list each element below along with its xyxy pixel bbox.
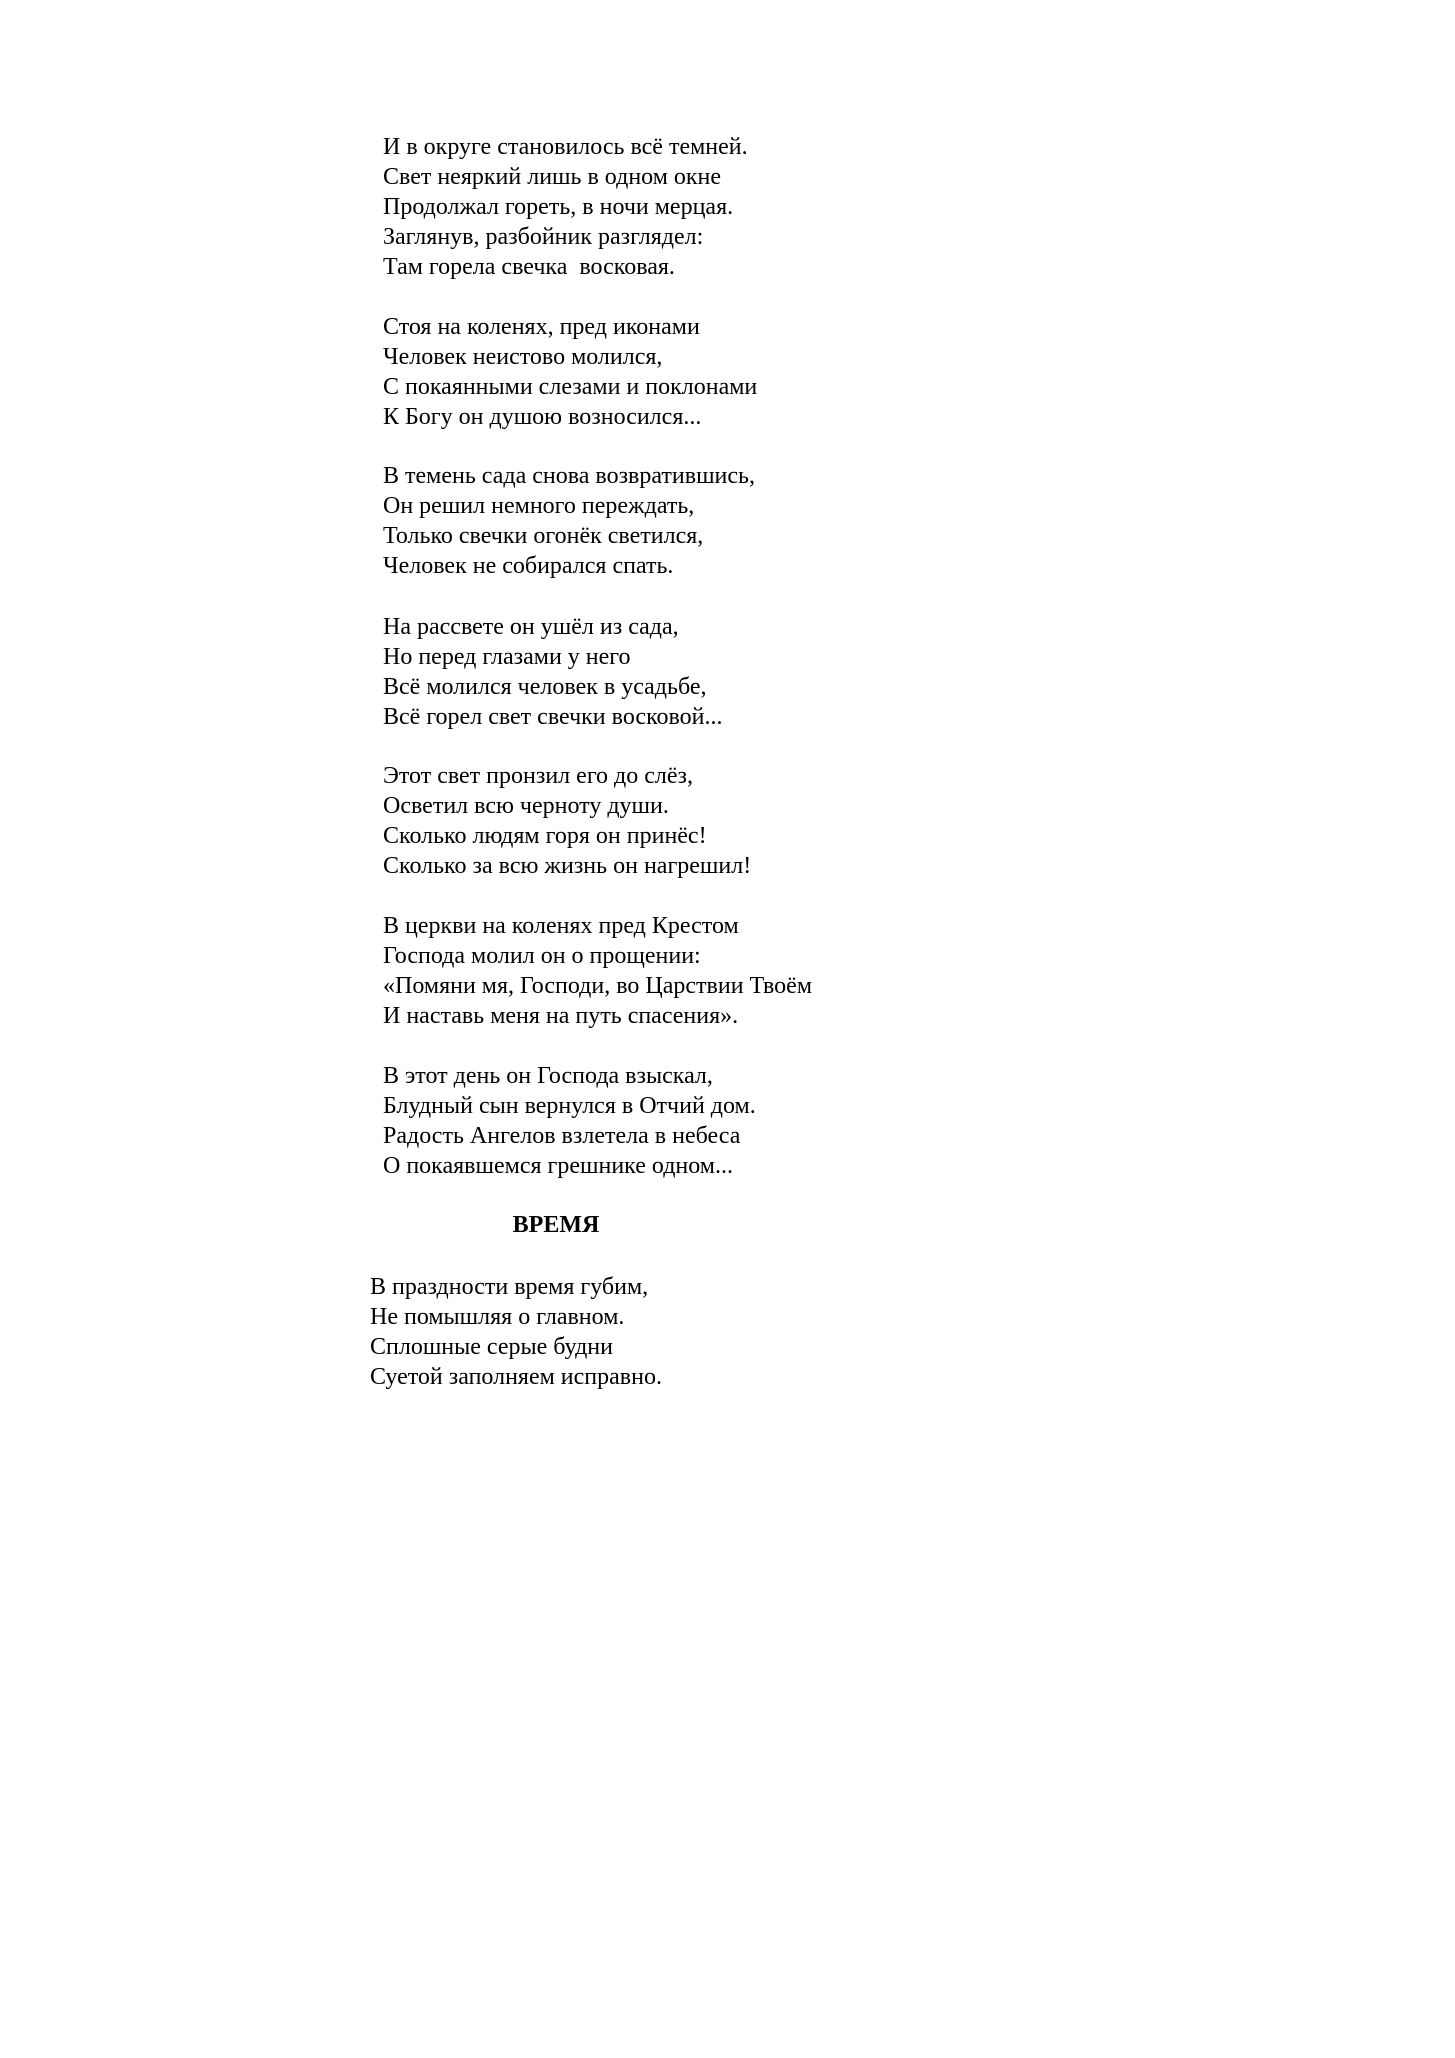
- poem-line: Свет неяркий лишь в одном окне: [383, 164, 722, 190]
- poem-line: Всё молился человек в усадьбе,: [383, 674, 707, 700]
- poem-line: И наставь меня на путь спасения».: [383, 1003, 739, 1029]
- poem-line: Всё горел свет свечки восковой...: [383, 704, 723, 730]
- stanza: [370, 1272, 662, 1392]
- poem-line: Этот свет пронзил его до слёз,: [383, 763, 694, 789]
- poem-line: С покаянными слезами и поклонами: [383, 374, 758, 400]
- stanza: [383, 612, 723, 732]
- poem-line: Человек неистово молился,: [383, 344, 663, 370]
- poem-line: Заглянув, разбойник разглядел:: [383, 224, 704, 250]
- poem-line: «Помяни мя, Господи, во Царствии Твоём: [383, 973, 813, 999]
- poem-line: Там горела свечка восковая.: [383, 254, 675, 280]
- poem-line: Сколько людям горя он принёс!: [383, 823, 707, 849]
- poem-line: Радость Ангелов взлетела в небеса: [383, 1123, 741, 1149]
- poem-line: Стоя на коленях, пред иконами: [383, 314, 700, 340]
- poem-line: На рассвете он ушёл из сада,: [383, 614, 679, 640]
- poem-line: Сколько за всю жизнь он нагрешил!: [383, 853, 752, 879]
- poem-line: В темень сада снова возвратившись,: [383, 463, 755, 489]
- stanza: [383, 911, 812, 1031]
- poem-line: Блудный сын вернулся в Отчий дом.: [383, 1093, 756, 1119]
- poem-title: ВРЕМЯ: [512, 1212, 600, 1238]
- poem-line: Сплошные серые будни: [370, 1334, 613, 1360]
- stanza: [383, 132, 748, 282]
- stanza: [383, 461, 755, 581]
- poem-line: К Богу он душою возносился...: [383, 404, 702, 430]
- poem-line: Суетой заполняем исправно.: [370, 1364, 662, 1390]
- poem-line: В церкви на коленях пред Крестом: [383, 913, 739, 939]
- poem-line: Господа молил он о прощении:: [383, 943, 701, 969]
- stanza: [383, 312, 757, 432]
- poem-line: Человек не собирался спать.: [383, 553, 674, 579]
- poem-line: Не помышляя о главном.: [370, 1304, 625, 1330]
- poem-line: О покаявшемся грешнике одном...: [383, 1153, 733, 1179]
- stanza: [383, 1061, 756, 1181]
- poem-line: В праздности время губим,: [370, 1274, 649, 1300]
- poem-line: Продолжал гореть, в ночи мерцая.: [383, 194, 734, 220]
- poem-line: И в округе становилось всё темней.: [383, 134, 748, 160]
- poem-line: В этот день он Господа взыскал,: [383, 1063, 713, 1089]
- poem-line: Но перед глазами у него: [383, 644, 631, 670]
- poem-line: Он решил немного переждать,: [383, 493, 695, 519]
- stanza: [383, 761, 751, 881]
- poem-line: Только свечки огонёк светился,: [383, 523, 704, 549]
- poem-line: Осветил всю черноту души.: [383, 793, 669, 819]
